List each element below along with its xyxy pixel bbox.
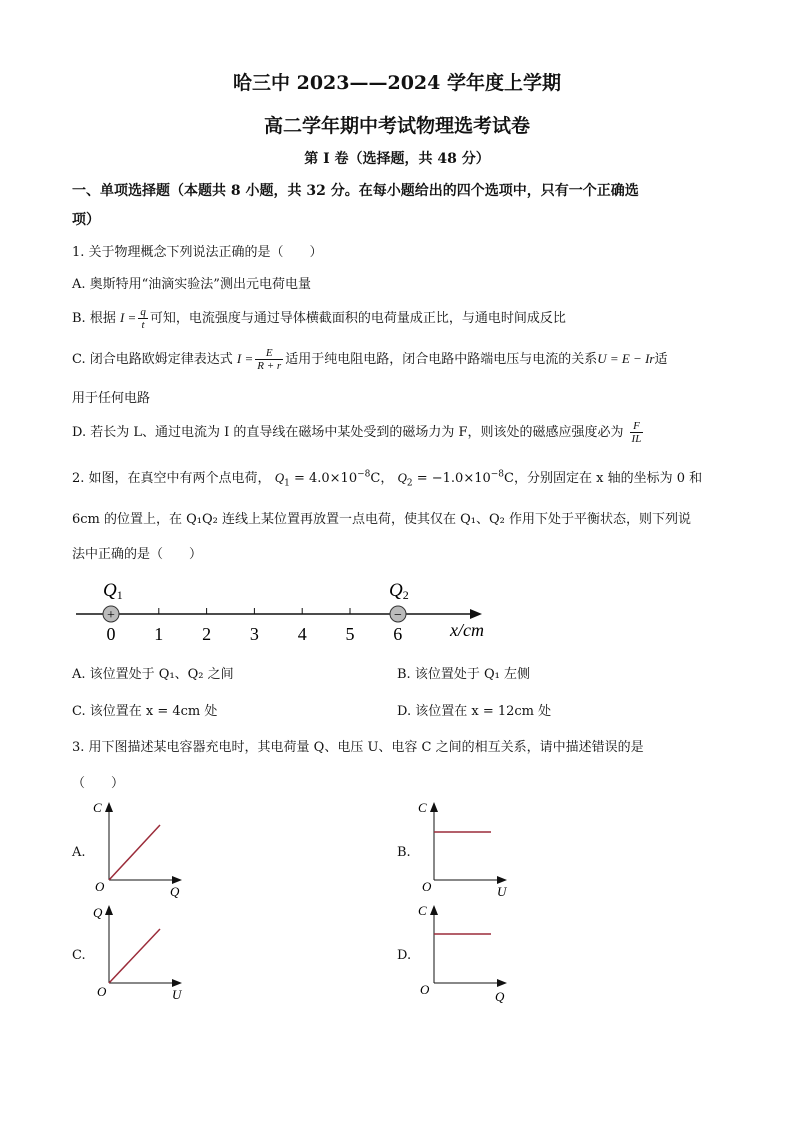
graph-c-x-label: U <box>172 987 182 1002</box>
graph-d-option: D. <box>397 948 412 963</box>
charge-q1-sign: + <box>107 608 115 623</box>
graph-c-option: C. <box>72 948 86 963</box>
q2-option-b: B. 该位置处于 Q₁ 左侧 <box>397 667 530 682</box>
q2-stem: 2. 如图，在真空中有两个点电荷， $Q_1 = 4.0\times 10^{-8}C$， $Q_2 = -1.0\times 10^{-8}C$，分别固定在 x 轴的坐标为 0 和 <box>72 469 703 489</box>
q2-option-c: C. 该位置在 x = 4cm 处 <box>72 704 218 719</box>
section-heading-cont: 项） <box>72 212 100 228</box>
tick-label: 5 <box>345 624 355 644</box>
graph-a-y-label: C <box>93 800 102 815</box>
graph-a-x-label: Q <box>170 884 180 899</box>
exam-title: 高二学年期中考试物理选考试卷 <box>263 115 530 137</box>
graph-c-line <box>109 929 160 983</box>
graph-b-y-label: C <box>418 800 427 815</box>
graph-d-origin: O <box>420 982 430 997</box>
graph-d-x-label: Q <box>495 989 505 1004</box>
graph-d <box>415 903 525 1003</box>
axis-label: x/cm <box>450 620 484 640</box>
graph-a-origin: O <box>95 879 105 894</box>
q1-stem: 1. 关于物理概念下列说法正确的是（ ） <box>72 245 323 260</box>
graph-b-x-label: U <box>497 884 507 899</box>
graph-d-y-label: C <box>418 903 427 918</box>
graph-a <box>90 800 200 900</box>
charge-q2-label: Q2 <box>389 580 409 602</box>
graph-c-y-label: Q <box>93 905 103 920</box>
graph-b-option: B. <box>397 845 411 860</box>
tick-label: 1 <box>154 624 164 644</box>
x-axis-arrow <box>470 609 482 619</box>
fraction-f-over-il: $\frac{F}{IL}$ <box>631 420 642 445</box>
tick-label: 4 <box>297 624 307 644</box>
graph-b <box>415 800 525 900</box>
tick-label: 2 <box>202 624 212 644</box>
graph-c <box>90 903 200 1003</box>
q2-stem-line2: 6cm 的位置上，在 Q₁Q₂ 连线上某位置再放置一点电荷，使其仅在 Q₁、Q₂ 作用下处于平衡状态，则下列说 <box>72 512 692 527</box>
graph-c-origin: O <box>97 984 107 999</box>
q1-option-d: D. 若长为 L、通过电流为 I 的直导线在磁场中某处受到的磁场力为 F，则该处的磁感应强度必为 $\frac{F}{IL}$ <box>72 420 642 445</box>
tick-label: 0 <box>106 624 116 644</box>
fraction-q-over-t: $\frac{q}{t}$ <box>140 306 146 331</box>
school-title: 哈三中 2023——2024 学年度上学期 <box>233 72 561 94</box>
q1-option-c-cont: 用于任何电路 <box>72 391 151 406</box>
q2-option-a: A. 该位置处于 Q₁、Q₂ 之间 <box>72 667 234 682</box>
charge-q2-sign: − <box>394 608 402 623</box>
q1-option-a: A. 奥斯特用“油滴实验法”测出元电荷电量 <box>72 277 311 292</box>
q2-option-d: D. 该位置在 x = 12cm 处 <box>397 704 552 719</box>
q3-stem-line2: （ ） <box>72 776 125 791</box>
graph-a-option: A. <box>72 845 86 860</box>
q1-option-b: B. 根据 I = $\frac{q}{t}$ 可知，电流强度与通过导体横截面积的电荷量成正比，与通电时间成反比 <box>72 306 566 331</box>
charge-q1-label: Q1 <box>103 580 123 602</box>
q1-option-c: C. 闭合电路欧姆定律表达式 I = $\frac{E}{R + r}$ 适用于纯电阻电路，闭合电路中路端电压与电流的关系U = E − Ir适 <box>72 347 668 372</box>
tick-label: 6 <box>393 624 403 644</box>
part-title: 第 I 卷（选择题，共 48 分） <box>304 151 490 167</box>
graph-a-line <box>109 825 160 880</box>
section-heading: 一、单项选择题（本题共 8 小题，共 32 分。在每小题给出的四个选项中，只有一个正确选 <box>72 183 639 199</box>
q3-stem: 3. 用下图描述某电容器充电时，其电荷量 Q、电压 U、电容 C 之间的相互关系，请中描述错误的是 <box>72 740 644 755</box>
fraction-e-over-r: $\frac{E}{R + r}$ <box>257 347 282 372</box>
q2-stem-line3: 法中正确的是（ ） <box>72 547 203 562</box>
number-line-figure <box>0 582 794 642</box>
graph-b-origin: O <box>422 879 432 894</box>
tick-label: 3 <box>249 624 259 644</box>
